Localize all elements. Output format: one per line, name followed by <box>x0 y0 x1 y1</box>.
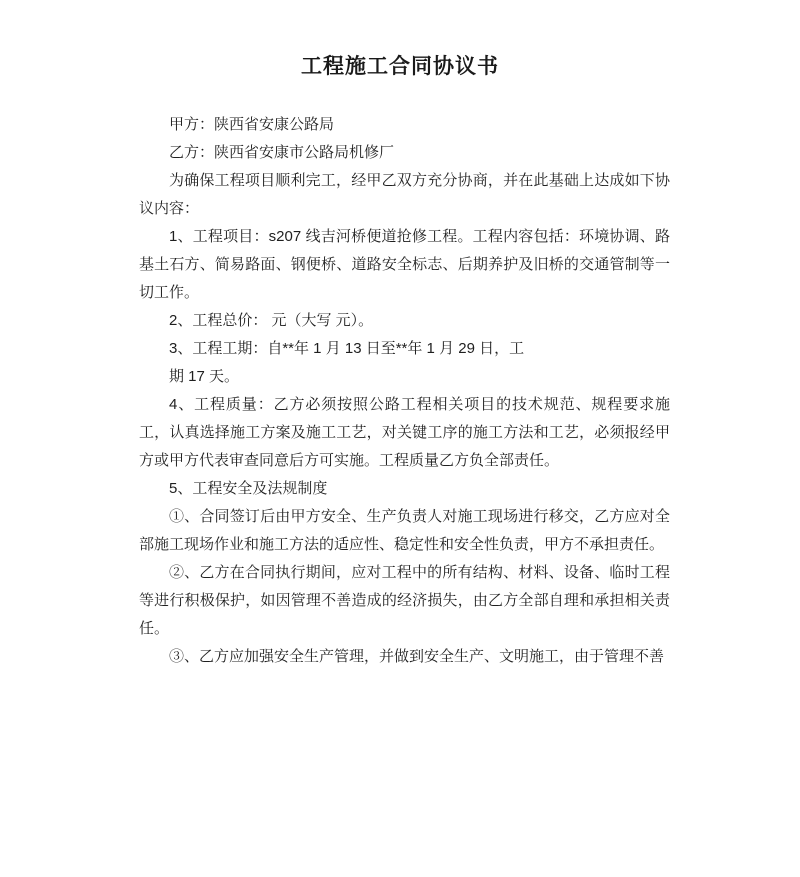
paragraph: ②、乙方在合同执行期间，应对工程中的所有结构、材料、设备、临时工程等进行积极保护，如因管理不善造成的经济损失，由乙方全部自理和承担相关责任。 <box>139 564 670 637</box>
paragraph: 乙方：陕西省安康市公路局机修厂 <box>169 144 395 161</box>
paragraph: 3、工程工期：自**年 1 月 13 日至**年 1 月 29 日，工 <box>169 340 525 357</box>
paragraph: 甲方：陕西省安康公路局 <box>169 116 335 133</box>
paragraph: ③、乙方应加强安全生产管理，并做到安全生产、文明施工，由于管理不善 <box>169 648 665 665</box>
document-title: 工程施工合同协议书 <box>301 55 499 78</box>
paragraph: 4、工程质量：乙方必须按照公路工程相关项目的技术规范、规程要求施工，认真选择施工方案及施工工艺，对关键工序的施工方法和工艺，必须报经甲方或甲方代表审查同意后方可实施。工程质量乙方负全部责任。 <box>139 396 670 469</box>
paragraph: ①、合同签订后由甲方安全、生产负责人对施工现场进行移交，乙方应对全部施工现场作业和施工方法的适应性、稳定性和安全性负责，甲方不承担责任。 <box>139 508 670 553</box>
document-body <box>139 111 670 671</box>
paragraph: 1、工程项目：s207 线吉河桥便道抢修工程。工程内容包括：环境协调、路基土石方、简易路面、钢便桥、道路安全标志、后期养护及旧桥的交通管制等一切工作。 <box>139 228 670 301</box>
paragraph: 5、工程安全及法规制度 <box>169 480 328 497</box>
paragraph: 为确保工程项目顺利完工，经甲乙双方充分协商，并在此基础上达成如下协议内容： <box>139 172 670 217</box>
paragraph: 2、工程总价： 元（大写 元）。 <box>169 312 374 329</box>
paragraph: 期 17 天。 <box>169 368 240 385</box>
